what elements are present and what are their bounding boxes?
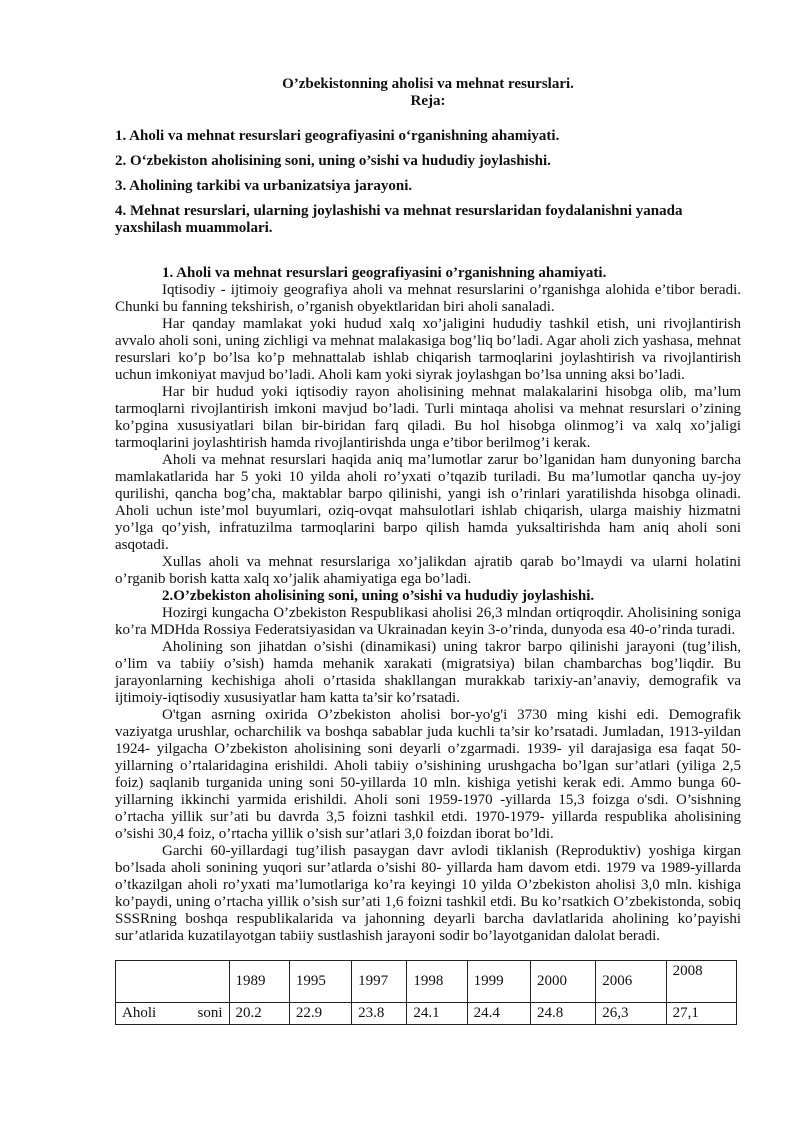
table-year: 1999 xyxy=(467,961,530,1003)
section1-paragraph: Aholi va mehnat resurslari haqida aniq ma’lumotlar zarur bo’lganidan ham dunyoning barcha mamlakatlarida har 5 yoki 10 yilda aholi ro’yxati o’tqazib turiladi. Bu ma’lumotlar qancha uy-joy qurilishi, qancha bog’cha, maktablar barpo qilinishi, yangi ish o’rinlari yaratilishda hisobga olinadi. Aholi uchun iste’mol buyumlari, oziq-ovqat mahsulotlari ishlab chiqarish, ularga maishiy hizmatni yo’lga qo’yish, infratuzilma tarmoqlarini barpo qilish hamda yuksaltirishda ham aniq aholi soni asqotadi. xyxy=(115,452,741,553)
plan-item: 2. O‘zbekiston aholisining soni, uning o’sishi va hududiy joylashishi. xyxy=(115,153,551,169)
section1-paragraph: Har bir hudud yoki iqtisodiy rayon aholisining mehnat malakalarini hisobga olib, ma’lum tarmoqlarni rivojlantirish imkoni mavjud bo’ladi. Turli mintaqa aholisi va mehnat resurslari o’zining ko’pgina xususiyatlari bilan bir-biridan farq qiladi. Bu hol hisobga olinmog’i va xalq xo’jaligi tarmoqlarini joylashtirish hamda rivojlantirishda unga e’tibor berilmog’i kerak. xyxy=(115,384,741,451)
plan-item: 4. Mehnat resurslari, ularning joylashishi va mehnat resurslaridan foydalanishni yanada yaxshilash muammolari. xyxy=(115,203,683,236)
table-year: 2006 xyxy=(596,961,666,1003)
section1-paragraph: Iqtisodiy - ijtimoiy geografiya aholi va mehnat resurslarini o’rganishga alohida e’tibor beradi. Chunki bu fanning tekshirish, o’rganish obyektlaridan biri aholi sanaladi. xyxy=(115,282,741,315)
section1-heading: 1. Aholi va mehnat resurslari geografiyasini o’rganishning ahamiyati. xyxy=(162,265,607,281)
document-title: O’zbekistonning aholisi va mehnat resurslari. xyxy=(282,76,574,92)
table-header-blank xyxy=(116,961,230,1003)
table-value: 20.2 xyxy=(229,1003,289,1025)
table-row xyxy=(116,1003,737,1025)
table-value: 27,1 xyxy=(666,1003,736,1025)
plan-item: 1. Aholi va mehnat resurslari geografiyasini o‘rganishning ahamiyati. xyxy=(115,128,560,144)
section2-paragraph: O'tgan asrning oxirida O’zbekiston aholisi bor-yo'g'i 3730 ming kishi edi. Demografik vaziyatga urushlar, ocharchilik va boshqa sabablar juda kuchli ta’sir ko’rsatadi. Jumladan, 1913-yildan 1924- yilgacha O’zbekiston aholisining soni deyarli o’zgarmadi. 1939- yil darajasiga esa faqat 50-yillarning o’rtalaridagina erishildi. Aholi tabiiy o’sishining urushgacha bo’lgan sur’atlari (yiliga 2,5 foiz) saqlanib turganida uning soni 50-yillarda 10 mln. kishiga yetishi kerak edi. Ammo bunga 60-yillarning ikkinchi yarmida erishildi. Aholi soni 1959-1970 -yillarda 15,3 foizga o'sdi. O’sishning o’rtacha yillik sur’ati bu davrda 3,5 foizni tashkil etdi. 1970-1979- yillarda respublika aholisining o’sishi 30,4 foiz, o’rtacha yillik o’sish sur’atlari 3,0 foizdan iborat bo’ldi. xyxy=(115,707,741,842)
table-year: 2008 xyxy=(666,961,736,1003)
section2-paragraph: Garchi 60-yillardagi tug’ilish pasaygan davr avlodi tiklanish (Reproduktiv) yoshiga kirgan bo’lsada aholi sonining yuqori sur’atlarda o’sishi 80- yillarda ham davom etdi. 1979 va 1989-yillarda o’tkazilgan aholi ro’yxati ma’lumotlariga ko’ra keyingi 10 yilda O’zbekiston aholisi 3,0 mln. kishiga ko’paydi, uning o’rtacha yillik o’sish sur’ati 1,6 foizni tashkil etdi. Bu ko’rsatkich O’zbekistonda, sobiq SSSRning boshqa respublikalarida va jahonning deyarli barcha davlatlarida aholining ko’payishi sur’atlarida kuzatilayotgan tabiiy sustlashish jarayoni sodir bo’layotganidan dalolat beradi. xyxy=(115,843,741,944)
plan-item: 3. Aholining tarkibi va urbanizatsiya jarayoni. xyxy=(115,178,413,194)
table-year: 1989 xyxy=(229,961,289,1003)
row-label-right: soni xyxy=(197,1005,223,1021)
table-year: 1997 xyxy=(352,961,407,1003)
plan-label: Reja: xyxy=(410,93,446,109)
table-value: 22.9 xyxy=(289,1003,351,1025)
population-table xyxy=(115,960,737,1025)
section1-paragraph: Har qanday mamlakat yoki hudud xalq xo’jaligini hududiy tashkil etish, uni rivojlantirish avvalo aholi soni, uning zichligi va mehnat malakasiga bog’liq bo’ladi. Agar aholi zich yashasa, mehnat resurslari ko’p bo’lsa ko’p mehnattalab ishlab chiqarish tarmoqlarini joylashtirish va rivojlantirish uchun imkoniyat mavjud bo’ladi. Aholi kam yoki siyrak joylashgan bo’lsa unning aksi bo’ladi. xyxy=(115,316,741,383)
document-page xyxy=(115,76,741,1025)
row-label-left: Aholi xyxy=(122,1005,157,1021)
section2-paragraph: Aholining son jihatdan o’sishi (dinamikasi) uning takror barpo qilinishi jarayoni (tug’ilish, o’lim va tabiiy o’sish) hamda mehanik xarakati (migratsiya) bilan chambarchas bog’liqdir. Bu jarayonlarning kechishiga aholi o’rtasida shakllangan murakkab tarixiy-an’anaviy, demografik va ijtimoiy-iqtisodiy xususiyatlar ham katta ta’sir ko’rsatadi. xyxy=(115,639,741,706)
table-row-label xyxy=(116,1003,230,1025)
table-header-row xyxy=(116,961,737,1003)
section1-paragraph: Xullas aholi va mehnat resurslariga xo’jalikdan ajratib qarab bo’lmaydi va ularni holatini o’rganib borish katta xalq xo’jalik ahamiyatiga ega bo’ladi. xyxy=(115,554,741,587)
document-body xyxy=(115,265,741,945)
table-value: 26,3 xyxy=(596,1003,666,1025)
table-year: 2000 xyxy=(530,961,595,1003)
section2-paragraph: Hozirgi kungacha O’zbekiston Respublikasi aholisi 26,3 mlndan ortiqroqdir. Aholisining soniga ko’ra MDHda Rossiya Federatsiyasidan va Ukrainadan keyin 3-o’rinda, dunyoda esa 40-o’rinda turadi. xyxy=(115,605,741,638)
table-value: 23.8 xyxy=(352,1003,407,1025)
table-year: 1998 xyxy=(407,961,467,1003)
table-value: 24.4 xyxy=(467,1003,530,1025)
plan-list xyxy=(115,128,741,237)
table-year: 1995 xyxy=(289,961,351,1003)
section2-heading: 2.O’zbekiston aholisining soni, uning o’sishi va hududiy joylashishi. xyxy=(162,588,595,604)
table-value: 24.1 xyxy=(407,1003,467,1025)
table-value: 24.8 xyxy=(530,1003,595,1025)
